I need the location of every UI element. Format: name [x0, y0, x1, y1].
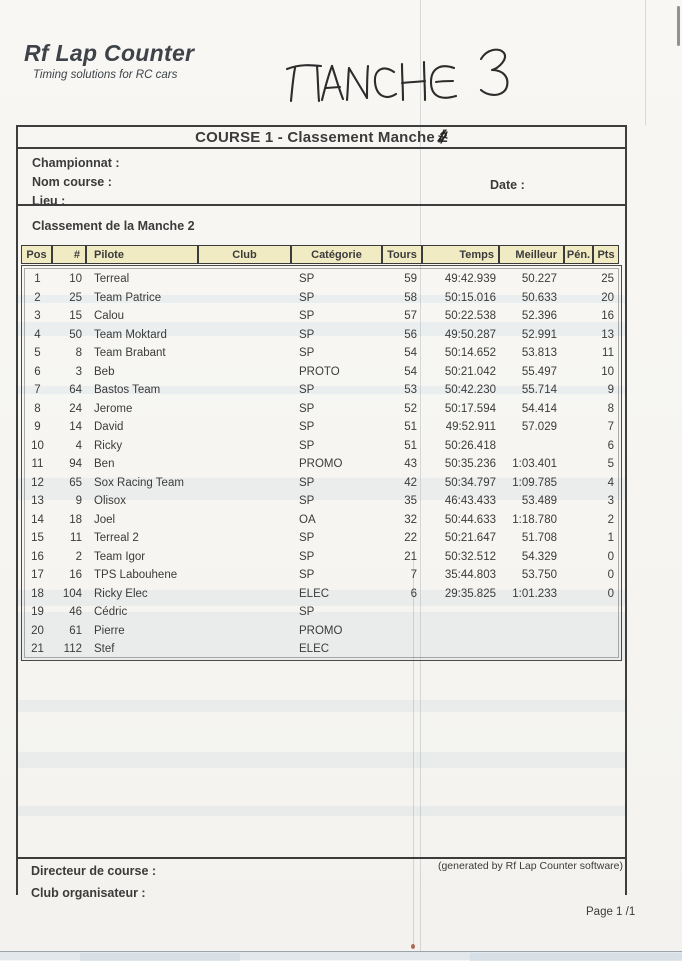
event-info-block [18, 149, 625, 206]
footer-divider [18, 857, 625, 859]
cell-laps: 51 [404, 439, 417, 452]
table-row [22, 566, 621, 585]
logo-title: Rf Lap Counter [24, 40, 195, 66]
cell-best-lap: 50.227 [521, 273, 557, 286]
cell-pos: 16 [31, 550, 44, 563]
cell-number: 24 [69, 402, 82, 415]
cell-time: 50:34.797 [444, 476, 496, 489]
cell-number: 112 [63, 643, 82, 656]
cell-number: 14 [69, 421, 82, 434]
cell-number: 104 [62, 587, 82, 600]
cell-number: 25 [69, 291, 82, 304]
handwritten-note [278, 38, 518, 108]
cell-pilot: Ben [94, 458, 115, 471]
column-header: Pilote [86, 245, 198, 264]
cell-points: 3 [607, 495, 614, 508]
cell-pos: 6 [34, 365, 41, 378]
cell-time: 49:50.287 [444, 328, 496, 341]
pen-scribble-icon [435, 128, 451, 146]
cell-time: 50:14.652 [444, 347, 496, 360]
cell-time: 46:43.433 [444, 495, 496, 508]
cell-number: 18 [69, 513, 82, 526]
cell-time: 50:32.512 [444, 550, 496, 563]
nom-course-label: Nom course : [32, 175, 112, 189]
cell-category: ELEC [299, 587, 330, 600]
cell-pos: 9 [34, 421, 41, 434]
cell-pos: 1 [34, 273, 41, 286]
cell-category: PROMO [299, 458, 343, 471]
cell-pos: 11 [31, 458, 44, 471]
cell-number: 94 [69, 458, 82, 471]
column-header: Catégorie [291, 245, 382, 264]
cell-pilot: Team Igor [94, 550, 146, 563]
page-number: Page 1 /1 [586, 906, 636, 918]
cell-best-lap: 52.396 [521, 310, 557, 323]
column-header: Pts [593, 245, 619, 264]
scan-edge-mark [677, 6, 680, 46]
table-row [22, 326, 621, 345]
cell-category: SP [299, 291, 315, 304]
cell-pilot: Terreal [94, 273, 130, 286]
cell-points: 25 [601, 273, 614, 286]
cell-number: 65 [69, 476, 82, 489]
cell-best-lap: 52.991 [521, 328, 557, 341]
column-header: Tours [382, 245, 422, 264]
logo-tagline: Timing solutions for RC cars [33, 69, 178, 81]
cell-best-lap: 55.714 [521, 384, 557, 397]
cell-category: PROMO [299, 624, 343, 637]
report-title-text: COURSE 1 - Classement Manche [195, 129, 435, 146]
cell-points: 2 [607, 513, 614, 526]
cell-pilot: Ricky [94, 439, 123, 452]
cell-category: SP [299, 347, 315, 360]
cell-number: 8 [75, 347, 82, 360]
cell-pos: 17 [31, 569, 44, 582]
cell-points: 11 [602, 347, 614, 360]
cell-points: 4 [607, 476, 614, 489]
cell-number: 50 [69, 328, 82, 341]
cell-number: 4 [75, 439, 82, 452]
cell-pos: 20 [31, 624, 44, 637]
cell-best-lap: 1:01.233 [512, 587, 557, 600]
cell-best-lap: 53.813 [521, 347, 557, 360]
table-row [22, 603, 621, 622]
table-row [22, 289, 621, 308]
cell-time: 50:42.230 [444, 384, 496, 397]
cell-pos: 15 [31, 532, 44, 545]
cell-laps: 53 [404, 384, 417, 397]
cell-number: 9 [75, 495, 82, 508]
cell-time: 35:44.803 [444, 569, 496, 582]
cell-pos: 13 [31, 495, 44, 508]
cell-points: 7 [607, 421, 614, 434]
cell-points: 9 [607, 384, 614, 397]
cell-pos: 18 [31, 587, 44, 600]
cell-pilot: Olisox [94, 495, 126, 508]
cell-time: 50:21.042 [444, 365, 496, 378]
results-table-header [21, 245, 622, 264]
results-table-body [21, 265, 622, 661]
cell-best-lap: 50.633 [521, 291, 557, 304]
cell-pilot: Beb [94, 365, 115, 378]
cell-laps: 6 [410, 587, 417, 600]
generated-by-note: (generated by Rf Lap Counter software) [437, 860, 623, 872]
report-frame [16, 125, 627, 900]
cell-pos: 14 [31, 513, 44, 526]
scan-red-mark [411, 944, 415, 949]
cell-laps: 32 [404, 513, 417, 526]
cell-laps: 56 [404, 328, 417, 341]
column-header: # [52, 245, 86, 264]
table-row [22, 474, 621, 493]
cell-points: 8 [607, 402, 614, 415]
cell-category: SP [299, 328, 315, 341]
cell-category: PROTO [299, 365, 340, 378]
cell-laps: 35 [404, 495, 417, 508]
column-header: Temps [422, 245, 499, 264]
column-header: Meilleur [499, 245, 564, 264]
table-row [22, 529, 621, 548]
table-row [22, 622, 621, 641]
cell-laps: 54 [404, 347, 417, 360]
table-row [22, 418, 621, 437]
cell-laps: 51 [404, 421, 417, 434]
cell-pos: 4 [34, 328, 41, 341]
cell-category: SP [299, 421, 315, 434]
organizing-club-label: Club organisateur : [31, 886, 146, 900]
cell-time: 29:35.825 [444, 587, 496, 600]
cell-category: ELEC [299, 643, 330, 656]
cell-time: 49:52.911 [445, 421, 496, 434]
cell-category: SP [299, 273, 315, 286]
cell-number: 61 [69, 624, 82, 637]
column-header: Pén. [564, 245, 593, 264]
scan-edge-line [645, 0, 646, 125]
cell-best-lap: 1:18.780 [512, 513, 557, 526]
cell-pilot: Ricky Elec [94, 587, 148, 600]
cell-points: 0 [607, 550, 614, 563]
cell-number: 15 [69, 310, 82, 323]
cell-laps: 22 [404, 532, 417, 545]
cell-pos: 21 [31, 643, 44, 656]
cell-time: 50:17.594 [444, 402, 496, 415]
cell-pilot: Terreal 2 [94, 532, 139, 545]
table-row [22, 270, 621, 289]
cell-best-lap: 51.708 [521, 532, 557, 545]
table-row [22, 400, 621, 419]
table-row [22, 437, 621, 456]
cell-best-lap: 55.497 [521, 365, 557, 378]
cell-category: SP [299, 495, 315, 508]
cell-category: SP [299, 384, 315, 397]
cell-category: SP [299, 606, 315, 619]
cell-time: 50:26.418 [444, 439, 496, 452]
cell-category: SP [299, 532, 315, 545]
cell-best-lap: 54.414 [521, 402, 557, 415]
cell-best-lap: 57.029 [521, 421, 557, 434]
report-title [18, 127, 625, 149]
cell-number: 10 [69, 273, 82, 286]
cell-time: 50:44.633 [444, 513, 496, 526]
cell-time: 50:15.016 [444, 291, 496, 304]
cell-points: 10 [601, 365, 614, 378]
lieu-label: Lieu : [32, 194, 66, 208]
cell-number: 2 [75, 550, 82, 563]
cell-points: 16 [601, 310, 614, 323]
cell-category: SP [299, 310, 315, 323]
cell-time: 50:22.538 [444, 310, 496, 323]
table-row [22, 511, 621, 530]
cell-points: 5 [607, 458, 614, 471]
cell-category: SP [299, 569, 315, 582]
cell-pos: 2 [34, 291, 41, 304]
cell-pilot: Team Moktard [94, 328, 167, 341]
cell-time: 50:35.236 [444, 458, 496, 471]
cell-number: 16 [69, 569, 82, 582]
cell-laps: 59 [404, 273, 417, 286]
cell-laps: 52 [404, 402, 417, 415]
cell-pos: 8 [34, 402, 41, 415]
cell-number: 64 [69, 384, 82, 397]
column-header: Club [198, 245, 291, 264]
cell-laps: 57 [404, 310, 417, 323]
cell-pos: 12 [31, 476, 44, 489]
table-row [22, 548, 621, 567]
table-row [22, 585, 621, 604]
cell-pilot: TPS Labouhene [94, 569, 178, 582]
app-logo [24, 40, 194, 81]
cell-best-lap: 53.750 [521, 569, 557, 582]
cell-pos: 10 [31, 439, 44, 452]
cell-pilot: Team Patrice [94, 291, 162, 304]
cell-pilot: Cédric [94, 606, 128, 619]
cell-pos: 3 [34, 310, 41, 323]
table-row [22, 307, 621, 326]
cell-pilot: Joel [94, 513, 116, 526]
cell-best-lap: 1:09.785 [512, 476, 557, 489]
cell-pos: 19 [31, 606, 44, 619]
cell-best-lap: 53.489 [521, 495, 557, 508]
cell-pilot: Team Brabant [94, 347, 166, 360]
cell-points: 20 [601, 291, 614, 304]
cell-pilot: Stef [94, 643, 115, 656]
race-director-label: Directeur de course : [31, 864, 157, 878]
table-row [22, 344, 621, 363]
cell-category: SP [299, 402, 315, 415]
table-row [22, 455, 621, 474]
table-row [22, 363, 621, 382]
table-row [22, 492, 621, 511]
cell-category: OA [299, 513, 316, 526]
cell-best-lap: 1:03.401 [512, 458, 557, 471]
cell-number: 46 [69, 606, 82, 619]
table-row [22, 381, 621, 400]
cell-category: SP [299, 439, 315, 452]
section-title: Classement de la Manche 2 [32, 219, 195, 233]
cell-laps: 54 [404, 365, 417, 378]
cell-best-lap: 54.329 [521, 550, 557, 563]
cell-pilot: Sox Racing Team [94, 476, 184, 489]
table-row [22, 640, 621, 659]
date-label: Date : [490, 178, 525, 192]
cell-pilot: Bastos Team [94, 384, 161, 397]
cell-pilot: Jerome [94, 402, 133, 415]
crossed-out-round-number: 2 [439, 127, 448, 148]
cell-points: 13 [601, 328, 614, 341]
cell-laps: 42 [404, 476, 417, 489]
cell-pilot: Pierre [94, 624, 125, 637]
cell-laps: 58 [404, 291, 417, 304]
cell-pos: 5 [34, 347, 41, 360]
cell-pilot: David [94, 421, 124, 434]
cell-number: 11 [70, 532, 82, 545]
cell-laps: 21 [404, 550, 417, 563]
cell-number: 3 [75, 365, 82, 378]
column-header: Pos [21, 245, 52, 264]
cell-points: 0 [607, 569, 614, 582]
cell-points: 0 [607, 587, 614, 600]
cell-category: SP [299, 476, 315, 489]
cell-points: 6 [607, 439, 614, 452]
cell-laps: 43 [404, 458, 417, 471]
cell-pilot: Calou [94, 310, 125, 323]
cell-laps: 7 [410, 569, 417, 582]
cell-pos: 7 [34, 384, 41, 397]
cell-time: 49:42.939 [444, 273, 496, 286]
cell-category: SP [299, 550, 315, 563]
cell-time: 50:21.647 [444, 532, 496, 545]
scan-bottom-edge [0, 951, 682, 960]
championnat-label: Championnat : [32, 156, 120, 170]
cell-points: 1 [607, 532, 614, 545]
